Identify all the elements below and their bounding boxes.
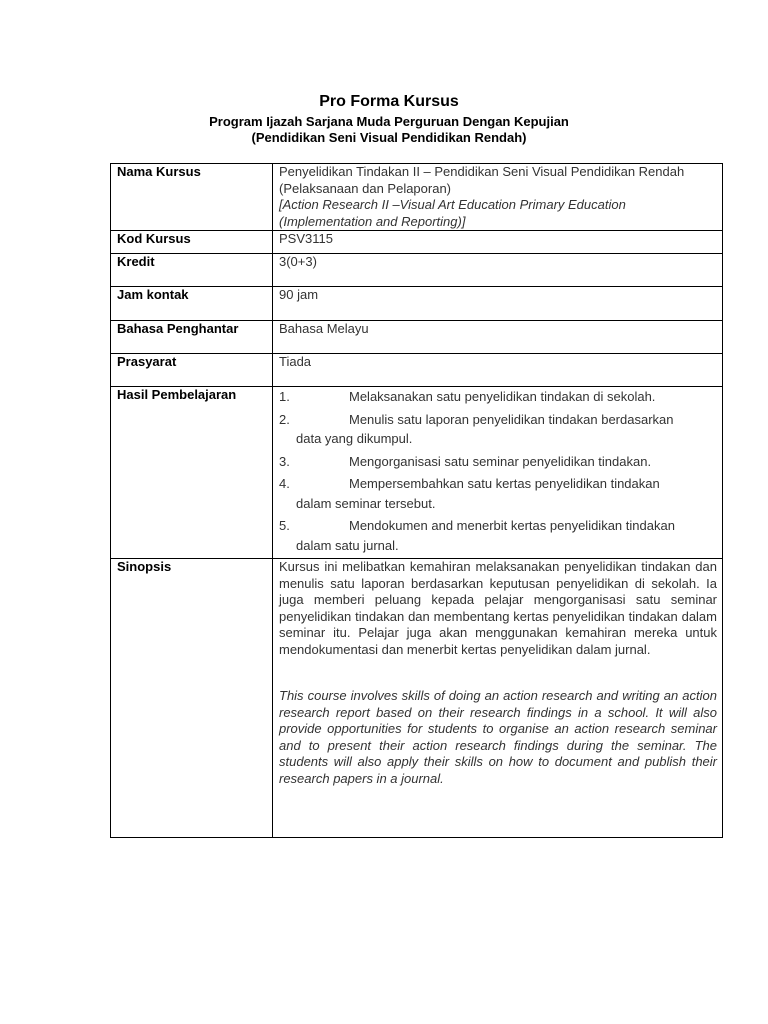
value-bahasa-penghantar: Bahasa Melayu (273, 321, 723, 354)
list-item-continuation: data yang dikumpul. (296, 431, 413, 446)
list-item-number: 1. (279, 389, 290, 404)
value-kod-kursus: PSV3115 (273, 231, 723, 254)
row-kod-kursus (111, 231, 723, 254)
synopsis-malay: Kursus ini melibatkan kemahiran melaksanakan penyelidikan tindakan dan menulis satu laporan berdasarkan keputusan penyelidikan di sekolah. Ia juga memberi peluang kepada pelajar mengorganisasi satu seminar penyelidikan tindakan dan membentang kertas penyelidikan tindakan dalam seminar itu. Pelajar juga akan menggunakan kemahiran mereka untuk mendokumentasi dan menerbit kertas penyelidikan dalam jurnal. (279, 559, 717, 657)
synopsis-english: This course involves skills of doing an action research and writing an action research report based on their research findings in a school. It will also provide opportunities for students to organise an action research seminar and to present their action research findings during the seminar. The students will also apply their skills on how to document and publish their research papers in a journal. (279, 688, 717, 786)
list-item-continuation: dalam seminar tersebut. (296, 495, 436, 511)
page-title: Pro Forma Kursus (319, 93, 459, 110)
row-prasyarat (111, 354, 723, 387)
row-bahasa-penghantar (111, 321, 723, 354)
row-kredit (111, 254, 723, 287)
list-item-number: 5. (279, 518, 290, 533)
label-kod-kursus: Kod Kursus (111, 231, 273, 254)
label-hasil-pembelajaran: Hasil Pembelajaran (111, 387, 273, 559)
value-kredit: 3(0+3) (273, 254, 723, 287)
value-hasil-pembelajaran (273, 387, 723, 559)
row-nama-kursus (111, 164, 723, 231)
course-name-malay: Penyelidikan Tindakan II – Pendidikan Seni Visual Pendidikan Rendah (Pelaksanaan dan Pelaporan) (279, 164, 685, 196)
value-prasyarat: Tiada (273, 354, 723, 387)
course-proforma-table (110, 163, 723, 838)
list-item (279, 452, 717, 472)
list-item-continuation: dalam satu jurnal. (296, 537, 399, 553)
list-item-text: Mendokumen and menerbit kertas penyelidikan tindakan (349, 518, 675, 533)
list-item-text: Menulis satu laporan penyelidikan tindakan berdasarkan (349, 411, 674, 427)
list-item (279, 410, 717, 449)
list-item (279, 387, 717, 407)
value-nama-kursus (273, 164, 723, 231)
list-item-number: 2. (279, 411, 290, 427)
label-bahasa-penghantar: Bahasa Penghantar (111, 321, 273, 354)
synopsis-spacer (279, 658, 717, 688)
label-nama-kursus: Nama Kursus (111, 164, 273, 231)
value-jam-kontak: 90 jam (273, 287, 723, 321)
list-item-number: 4. (279, 476, 290, 491)
list-item-number: 3. (279, 453, 290, 469)
label-prasyarat: Prasyarat (111, 354, 273, 387)
list-item-text: Mempersembahkan satu kertas penyelidikan tindakan (349, 476, 660, 491)
list-item-text: Melaksanakan satu penyelidikan tindakan di sekolah. (349, 389, 656, 404)
list-item (279, 474, 717, 513)
label-kredit: Kredit (111, 254, 273, 287)
course-name-english: [Action Research II –Visual Art Education Primary Education (Implementation and Reporting)] (279, 197, 626, 229)
row-sinopsis (111, 559, 723, 838)
specialization-subtitle: (Pendidikan Seni Visual Pendidikan Rendah) (251, 130, 527, 145)
learning-outcomes-list (279, 387, 717, 555)
row-jam-kontak (111, 287, 723, 321)
label-sinopsis: Sinopsis (111, 559, 273, 838)
list-item (279, 516, 717, 555)
value-sinopsis (273, 559, 723, 838)
list-item-text: Mengorganisasi satu seminar penyelidikan tindakan. (349, 453, 652, 469)
row-hasil-pembelajaran (111, 387, 723, 559)
label-jam-kontak: Jam kontak (111, 287, 273, 321)
program-subtitle: Program Ijazah Sarjana Muda Perguruan Dengan Kepujian (209, 114, 569, 129)
